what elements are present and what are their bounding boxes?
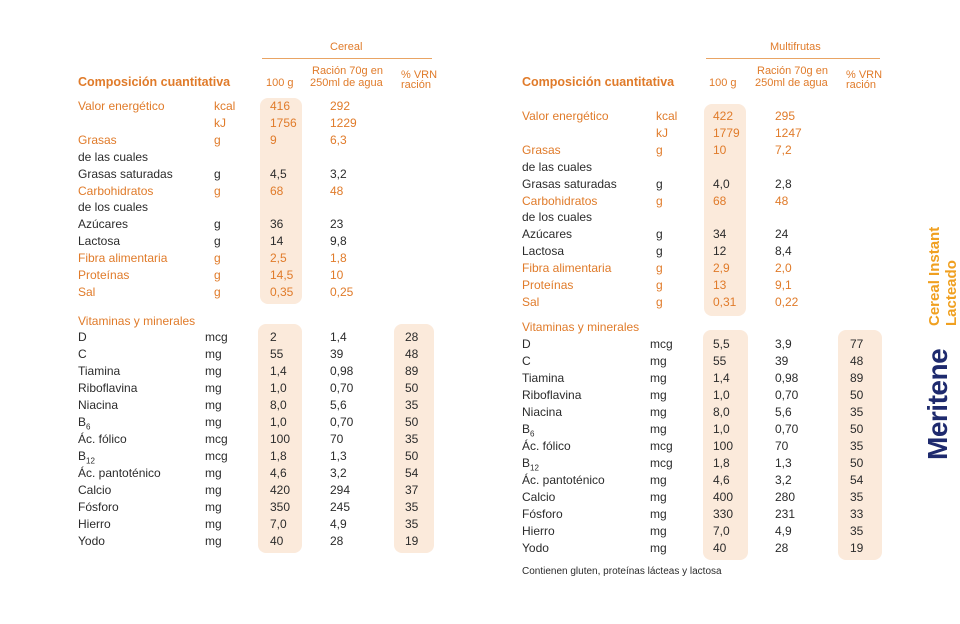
value-racion: 1,4 [330, 330, 347, 344]
vitamin-label [522, 541, 549, 557]
value-racion: 23 [330, 217, 344, 232]
value-racion: 292 [330, 99, 351, 113]
value-vrn: 50 [850, 388, 864, 402]
value-racion: 28 [775, 541, 789, 555]
vitamin-label-text: Ác. fólico [78, 432, 127, 446]
nutrient-unit: g [214, 132, 221, 147]
value-racion: 231 [775, 507, 796, 521]
nutrient-unit: g [656, 142, 663, 157]
value-vrn: 33 [850, 507, 864, 521]
value-100g: 1,4 [713, 371, 730, 385]
value-racion: 0,98 [775, 371, 799, 385]
vitamin-label [522, 388, 581, 404]
vitamin-label-subscript: 12 [530, 463, 539, 473]
value-racion: 6,3 [330, 132, 347, 147]
value-racion: 3,2 [330, 466, 347, 480]
vitamin-label [522, 422, 534, 438]
nutrient-label: Azúcares [522, 227, 573, 242]
value-racion: 5,6 [775, 405, 792, 419]
value-racion: 70 [330, 432, 344, 446]
col-header-racion-2: 250ml de agua [310, 77, 383, 89]
vitamin-label [522, 524, 555, 540]
value-100g: 0,31 [713, 294, 737, 309]
nutrient-label: de las cuales [78, 149, 149, 164]
value-100g: 55 [713, 354, 727, 368]
nutrient-unit: g [214, 217, 221, 232]
vitamin-unit: mcg [650, 439, 673, 453]
value-racion: 0,70 [775, 422, 799, 436]
value-racion: 280 [775, 490, 796, 504]
value-100g: 0,35 [270, 284, 294, 299]
nutrient-label: Fibra alimentaria [78, 251, 168, 266]
value-vrn: 35 [850, 405, 864, 419]
vitamin-label-text: Ác. pantoténico [78, 466, 161, 480]
vitamin-label-text: Yodo [522, 541, 549, 555]
value-100g: 2,9 [713, 261, 730, 276]
vitamin-unit: mg [650, 354, 667, 368]
value-racion: 4,9 [330, 517, 347, 531]
value-vrn: 37 [405, 483, 419, 497]
nutrient-unit: g [656, 176, 663, 191]
nutrient-unit: g [214, 268, 221, 282]
vitamin-unit: mg [205, 534, 222, 548]
vitamin-label-text: B [522, 456, 531, 470]
vitamin-label-text: Yodo [78, 534, 105, 548]
value-100g: 10 [713, 142, 727, 157]
value-vrn: 35 [405, 500, 419, 514]
value-racion: 0,70 [330, 381, 354, 395]
vitamin-unit: mg [650, 388, 667, 402]
value-100g: 4,5 [270, 166, 287, 181]
value-racion: 3,2 [330, 166, 347, 181]
vitamin-unit: mg [205, 466, 222, 480]
value-racion: 4,9 [775, 524, 792, 538]
value-100g: 68 [270, 183, 284, 198]
nutrient-label: Grasas saturadas [522, 176, 617, 191]
nutrient-label: Carbohidratos [78, 183, 154, 198]
value-100g: 4,6 [270, 466, 287, 480]
value-100g: 1,8 [270, 449, 287, 463]
value-racion: 2,8 [775, 176, 792, 191]
value-vrn: 54 [405, 466, 419, 480]
vitamin-unit: mg [205, 483, 222, 497]
vitamin-label-subscript: 6 [86, 422, 91, 432]
nutrient-unit: g [656, 278, 663, 292]
vitamin-label-text: Tiamina [78, 364, 121, 378]
value-100g: 1779 [713, 125, 740, 140]
nutrient-unit: kcal [214, 99, 236, 113]
vitamin-unit: mg [650, 507, 667, 521]
nutrient-unit: g [214, 183, 221, 198]
vitamin-label-text: Calcio [522, 490, 556, 504]
vitamin-label-text: Riboflavina [78, 381, 138, 395]
brand-product-name: Cereal Instant Lacteado [926, 226, 960, 326]
vitamin-unit: mg [650, 371, 667, 385]
nutrient-unit: g [656, 227, 663, 242]
vitamin-unit: mcg [650, 337, 673, 351]
nutrient-label: Carbohidratos [522, 193, 598, 208]
vitamin-unit: mg [205, 415, 222, 429]
nutrient-label: Lactosa [78, 234, 121, 249]
value-100g: 68 [713, 193, 727, 208]
vitamin-label-text: Tiamina [522, 371, 565, 385]
value-100g: 1,0 [713, 422, 730, 436]
vitamin-label-text: Niacina [522, 405, 563, 419]
nutrient-label: de las cuales [522, 159, 593, 174]
nutrient-label: Valor energético [522, 109, 609, 123]
value-racion: 0,98 [330, 364, 354, 378]
col-header-100g: 100 g [709, 77, 737, 89]
value-vrn: 54 [850, 473, 864, 487]
value-racion: 1,3 [330, 449, 347, 463]
value-racion: 9,1 [775, 278, 792, 292]
col-header-racion-1: Ración 70g en [312, 65, 383, 77]
nutrient-label: Proteínas [78, 268, 130, 282]
table-title: Composición cuantitativa [78, 75, 231, 89]
value-100g: 416 [270, 99, 291, 113]
value-vrn: 89 [405, 364, 419, 378]
value-100g: 350 [270, 500, 291, 514]
vitamin-unit: mg [205, 347, 222, 361]
section-title-vitamins: Vitaminas y minerales [78, 314, 196, 328]
value-100g: 400 [713, 490, 734, 504]
value-racion: 5,6 [330, 398, 347, 412]
nutrient-unit: g [214, 166, 221, 181]
value-vrn: 35 [850, 524, 864, 538]
value-vrn: 19 [850, 541, 864, 555]
vitamin-unit: mg [205, 364, 222, 378]
value-racion: 0,70 [775, 388, 799, 402]
nutrient-label: Sal [522, 294, 540, 309]
vitamin-unit: mcg [205, 449, 228, 463]
value-100g: 100 [713, 439, 734, 453]
value-racion: 0,25 [330, 284, 354, 299]
vitamin-unit: mg [650, 422, 667, 436]
nutrient-unit: g [656, 193, 663, 208]
nutrient-label: de los cuales [78, 200, 149, 215]
vitamin-label-text: C [78, 347, 87, 361]
nutrient-label: Fibra alimentaria [522, 261, 612, 276]
value-vrn: 50 [850, 456, 864, 470]
value-racion: 7,2 [775, 142, 792, 157]
vitamin-label [522, 507, 563, 523]
vitamin-unit: mg [205, 500, 222, 514]
col-header-vrn-2: ración [846, 79, 876, 91]
vitamin-unit: mcg [650, 456, 673, 470]
nutrient-unit: g [214, 284, 221, 299]
table-title: Composición cuantitativa [522, 75, 675, 89]
value-100g: 14 [270, 234, 284, 249]
vitamin-label-text: B [522, 422, 531, 436]
value-racion: 48 [775, 193, 789, 208]
value-100g: 4,0 [713, 176, 730, 191]
value-100g: 1,0 [270, 381, 287, 395]
value-100g: 8,0 [270, 398, 287, 412]
value-racion: 48 [330, 183, 344, 198]
value-racion: 9,8 [330, 234, 347, 249]
value-100g: 2,5 [270, 251, 287, 266]
value-racion: 1,8 [330, 251, 347, 266]
nutrient-unit: g [656, 244, 663, 259]
value-100g: 422 [713, 109, 734, 123]
section-title-vitamins: Vitaminas y minerales [522, 320, 640, 334]
value-racion: 3,2 [775, 473, 792, 487]
nutrient-label: Sal [78, 284, 96, 299]
vitamin-label-text: D [78, 330, 87, 344]
value-100g: 12 [713, 244, 727, 259]
nutrient-label: Lactosa [522, 244, 565, 259]
vitamin-label-subscript: 12 [86, 456, 95, 466]
value-racion: 0,22 [775, 294, 799, 309]
value-vrn: 48 [850, 354, 864, 368]
vitamin-label-text: Riboflavina [522, 388, 582, 402]
vitamin-unit: mg [650, 473, 667, 487]
value-racion: 10 [330, 268, 344, 282]
value-100g: 2 [270, 330, 277, 344]
value-vrn: 50 [405, 415, 419, 429]
value-100g: 1,4 [270, 364, 287, 378]
value-100g: 7,0 [270, 517, 287, 531]
vitamin-label [522, 405, 562, 421]
col-header-vrn-1: % VRN [401, 69, 438, 81]
brand-strip [918, 160, 960, 460]
vitamin-unit: mg [650, 405, 667, 419]
vitamin-label-text: Fósforo [78, 500, 119, 514]
vitamin-label [522, 439, 571, 455]
vitamin-label-text: Niacina [78, 398, 119, 412]
value-100g: 36 [270, 217, 284, 232]
value-100g: 330 [713, 507, 734, 521]
vitamin-label-text: D [522, 337, 531, 351]
value-vrn: 89 [850, 371, 864, 385]
value-racion: 1247 [775, 125, 802, 140]
nutrient-label: Grasas saturadas [78, 166, 173, 181]
value-racion: 39 [775, 354, 789, 368]
value-racion: 3,9 [775, 337, 792, 351]
vitamin-label [522, 371, 564, 387]
nutrient-label: Grasas [78, 132, 117, 147]
col-header-racion-2: 250ml de agua [755, 77, 828, 89]
nutrient-label: Proteínas [522, 278, 574, 292]
value-100g: 1,8 [713, 456, 730, 470]
value-100g: 40 [270, 534, 284, 548]
col-header-vrn-1: % VRN [846, 69, 883, 81]
value-racion: 70 [775, 439, 789, 453]
vitamin-label-text: Ác. pantoténico [522, 473, 605, 487]
value-racion: 295 [775, 109, 796, 123]
vitamin-label-text: Hierro [522, 524, 555, 538]
value-racion: 2,0 [775, 261, 792, 276]
nutrient-unit: kJ [214, 115, 226, 130]
nutrient-unit: kcal [656, 109, 678, 123]
col-header-100g: 100 g [266, 77, 294, 89]
vitamin-label [522, 473, 605, 489]
vitamin-label-text: Hierro [78, 517, 111, 531]
value-racion: 245 [330, 500, 351, 514]
vitamin-label-text: Ác. fólico [522, 439, 571, 453]
value-vrn: 35 [850, 439, 864, 453]
value-100g: 420 [270, 483, 291, 497]
value-100g: 13 [713, 278, 727, 292]
nutrient-unit: g [214, 251, 221, 266]
vitamin-unit: mg [205, 398, 222, 412]
value-vrn: 50 [405, 449, 419, 463]
vitamin-label-text: B [78, 449, 87, 463]
value-vrn: 35 [405, 432, 419, 446]
vitamin-unit: mg [205, 381, 222, 395]
value-racion: 28 [330, 534, 344, 548]
value-racion: 1229 [330, 115, 357, 130]
vitamin-label-text: Calcio [78, 483, 112, 497]
value-racion: 24 [775, 227, 789, 242]
nutrient-label: Grasas [522, 142, 561, 157]
value-racion: 294 [330, 483, 351, 497]
value-100g: 7,0 [713, 524, 730, 538]
vitamin-label-text: Fósforo [522, 507, 563, 521]
vitamin-unit: mcg [205, 330, 228, 344]
value-vrn: 77 [850, 337, 864, 351]
value-100g: 9 [270, 132, 277, 147]
value-100g: 40 [713, 541, 727, 555]
value-racion: 8,4 [775, 244, 792, 259]
vitamin-label-subscript: 6 [530, 429, 535, 439]
value-vrn: 19 [405, 534, 419, 548]
value-100g: 55 [270, 347, 284, 361]
nutrient-unit: kJ [656, 125, 668, 140]
allergen-footnote: Contienen gluten, proteínas lácteas y lactosa [522, 566, 722, 577]
nutrient-unit: g [214, 234, 221, 249]
nutrient-unit: g [656, 261, 663, 276]
vitamin-unit: mg [650, 490, 667, 504]
nutrient-label: de los cuales [522, 210, 593, 225]
vitamin-label [522, 490, 555, 506]
value-100g: 8,0 [713, 405, 730, 419]
vitamin-label [522, 456, 539, 472]
value-vrn: 28 [405, 330, 419, 344]
product-name: Cereal [330, 41, 363, 53]
col-header-racion-1: Ración 70g en [757, 65, 828, 77]
value-vrn: 48 [405, 347, 419, 361]
value-100g: 5,5 [713, 337, 730, 351]
value-racion: 1,3 [775, 456, 792, 470]
value-100g: 34 [713, 227, 727, 242]
value-vrn: 35 [405, 517, 419, 531]
value-100g: 4,6 [713, 473, 730, 487]
vitamin-label [522, 354, 531, 370]
value-vrn: 50 [850, 422, 864, 436]
vitamin-label-text: C [522, 354, 531, 368]
vitamin-label [522, 337, 531, 353]
value-100g: 1,0 [713, 388, 730, 402]
value-racion: 0,70 [330, 415, 354, 429]
vitamin-unit: mg [650, 541, 667, 555]
nutrient-label: Valor energético [78, 99, 165, 113]
value-100g: 14,5 [270, 268, 294, 282]
value-vrn: 35 [405, 398, 419, 412]
vitamin-unit: mcg [205, 432, 228, 446]
meritene-logo: Meritene [922, 348, 953, 460]
nutrient-unit: g [656, 294, 663, 309]
value-100g: 100 [270, 432, 291, 446]
value-racion: 39 [330, 347, 344, 361]
nutrient-label: Azúcares [78, 217, 129, 232]
value-100g: 1,0 [270, 415, 287, 429]
value-vrn: 35 [850, 490, 864, 504]
vitamin-label-text: B [78, 415, 87, 429]
header-rule [706, 58, 880, 59]
vitamin-unit: mg [205, 517, 222, 531]
col-header-vrn-2: ración [401, 79, 431, 91]
vitamin-unit: mg [650, 524, 667, 538]
value-vrn: 50 [405, 381, 419, 395]
value-100g: 1756 [270, 115, 297, 130]
product-name: Multifrutas [770, 41, 821, 53]
